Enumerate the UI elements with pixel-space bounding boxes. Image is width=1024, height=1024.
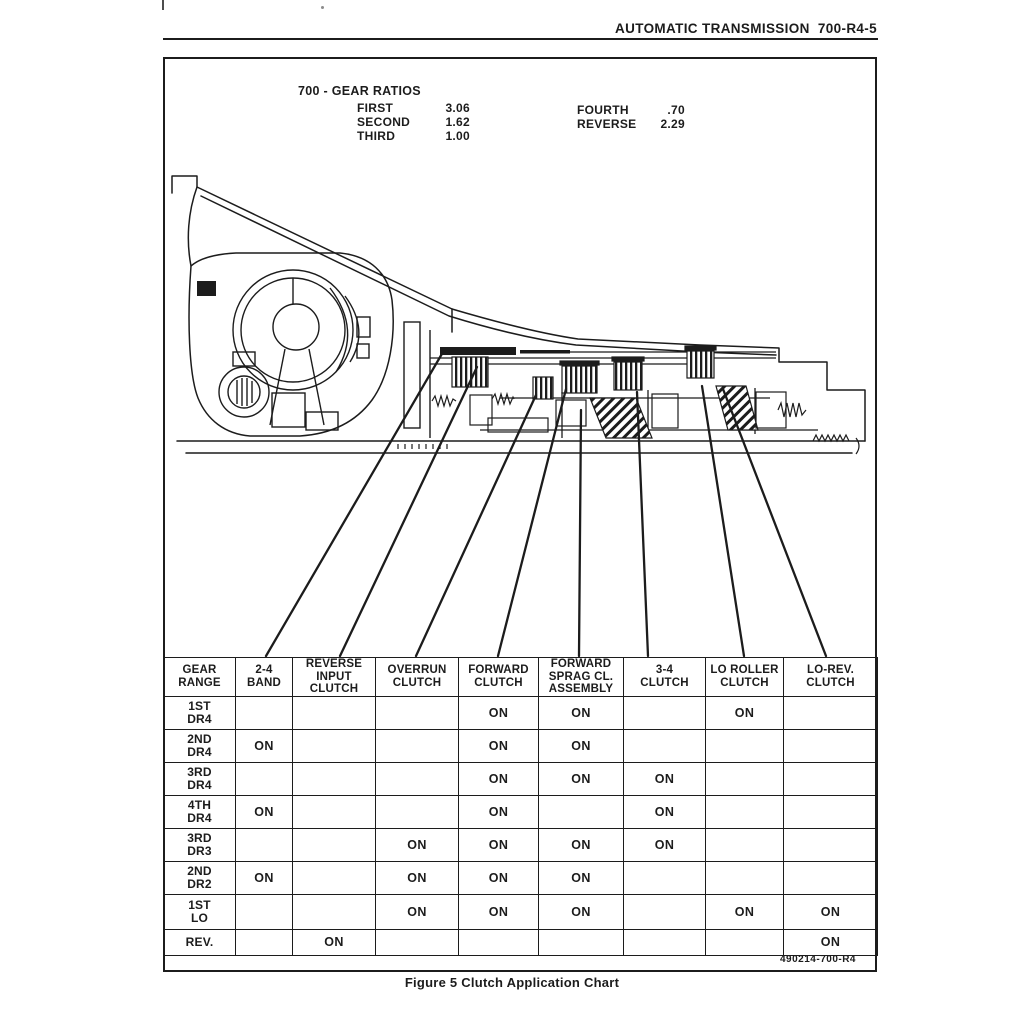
gear-ratio-value: 1.00 — [445, 129, 470, 143]
empty-cell — [784, 861, 878, 894]
on-cell: ON — [624, 828, 706, 861]
on-cell: ON — [784, 894, 878, 929]
empty-cell — [624, 861, 706, 894]
empty-cell — [293, 795, 376, 828]
empty-cell — [539, 929, 624, 955]
column-header: 3-4 CLUTCH — [624, 658, 706, 697]
gear-ratio-row — [357, 101, 470, 115]
gear-ratio-label: FOURTH — [577, 103, 629, 117]
empty-cell — [376, 696, 459, 729]
empty-cell — [293, 729, 376, 762]
empty-cell — [706, 828, 784, 861]
empty-cell — [376, 762, 459, 795]
empty-cell — [376, 795, 459, 828]
on-cell: ON — [706, 894, 784, 929]
column-header: LO-REV. CLUTCH — [784, 658, 878, 697]
empty-cell — [459, 929, 539, 955]
empty-cell — [624, 894, 706, 929]
empty-cell — [706, 729, 784, 762]
empty-cell — [784, 762, 878, 795]
gear-range-cell: 1ST LO — [164, 894, 236, 929]
on-cell: ON — [459, 795, 539, 828]
gear-ratio-value: 2.29 — [660, 117, 685, 131]
column-header: LO ROLLER CLUTCH — [706, 658, 784, 697]
column-header: OVERRUN CLUTCH — [376, 658, 459, 697]
gear-ratio-row — [357, 129, 470, 143]
empty-cell — [236, 929, 293, 955]
page-title: AUTOMATIC TRANSMISSION 700-R4-5 — [615, 21, 877, 36]
table-row — [164, 894, 878, 929]
empty-cell — [784, 828, 878, 861]
gear-ratios-left-column — [357, 101, 470, 143]
empty-cell — [706, 861, 784, 894]
empty-cell — [784, 795, 878, 828]
empty-cell — [293, 696, 376, 729]
gear-ratio-label: REVERSE — [577, 117, 637, 131]
empty-cell — [236, 762, 293, 795]
empty-cell — [236, 894, 293, 929]
column-header-gear-range: GEAR RANGE — [164, 658, 236, 697]
gear-range-cell: 2ND DR2 — [164, 861, 236, 894]
on-cell: ON — [459, 729, 539, 762]
on-cell: ON — [293, 929, 376, 955]
clutch-table — [163, 657, 878, 956]
on-cell: ON — [539, 861, 624, 894]
on-cell: ON — [376, 861, 459, 894]
table-row — [164, 929, 878, 955]
empty-cell — [624, 929, 706, 955]
empty-cell — [293, 894, 376, 929]
on-cell: ON — [459, 894, 539, 929]
on-cell: ON — [459, 861, 539, 894]
on-cell: ON — [539, 828, 624, 861]
empty-cell — [376, 729, 459, 762]
part-number: 490214-700-R4 — [780, 954, 856, 965]
gear-range-cell: 1ST DR4 — [164, 696, 236, 729]
gear-range-cell: 3RD DR3 — [164, 828, 236, 861]
empty-cell — [706, 929, 784, 955]
gear-ratios-title: 700 - GEAR RATIOS — [298, 84, 421, 98]
on-cell: ON — [539, 696, 624, 729]
empty-cell — [784, 729, 878, 762]
column-header: FORWARD SPRAG CL. ASSEMBLY — [539, 658, 624, 697]
on-cell: ON — [706, 696, 784, 729]
gear-ratio-label: SECOND — [357, 115, 411, 129]
gear-ratios-right-column — [577, 103, 685, 131]
table-row — [164, 795, 878, 828]
on-cell: ON — [236, 861, 293, 894]
scan-mark — [162, 0, 164, 10]
empty-cell — [236, 696, 293, 729]
on-cell: ON — [784, 929, 878, 955]
gear-range-cell: 4TH DR4 — [164, 795, 236, 828]
empty-cell — [293, 762, 376, 795]
on-cell: ON — [624, 795, 706, 828]
on-cell: ON — [539, 894, 624, 929]
on-cell: ON — [236, 729, 293, 762]
on-cell: ON — [376, 828, 459, 861]
on-cell: ON — [459, 696, 539, 729]
table-row — [164, 861, 878, 894]
empty-cell — [236, 828, 293, 861]
column-header: REVERSE INPUT CLUTCH — [293, 658, 376, 697]
table-row — [164, 696, 878, 729]
empty-cell — [624, 696, 706, 729]
table-row — [164, 762, 878, 795]
empty-cell — [539, 795, 624, 828]
on-cell: ON — [624, 762, 706, 795]
gear-range-cell: REV. — [164, 929, 236, 955]
gear-ratio-value: .70 — [667, 103, 685, 117]
gear-ratio-row — [577, 103, 685, 117]
on-cell: ON — [539, 729, 624, 762]
header-rule — [163, 38, 878, 40]
table-row — [164, 828, 878, 861]
empty-cell — [624, 729, 706, 762]
on-cell: ON — [539, 762, 624, 795]
gear-range-cell: 3RD DR4 — [164, 762, 236, 795]
figure-caption: Figure 5 Clutch Application Chart — [404, 975, 620, 990]
gear-ratio-label: THIRD — [357, 129, 396, 143]
gear-ratio-row — [357, 115, 470, 129]
column-header: 2-4 BAND — [236, 658, 293, 697]
gear-ratio-row — [577, 117, 685, 131]
empty-cell — [706, 795, 784, 828]
empty-cell — [784, 696, 878, 729]
gear-ratio-value: 3.06 — [445, 101, 470, 115]
empty-cell — [706, 762, 784, 795]
table-row — [164, 729, 878, 762]
on-cell: ON — [459, 828, 539, 861]
on-cell: ON — [236, 795, 293, 828]
empty-cell — [376, 929, 459, 955]
gear-ratio-label: FIRST — [357, 101, 394, 115]
on-cell: ON — [376, 894, 459, 929]
empty-cell — [293, 861, 376, 894]
scan-mark-dot — [321, 6, 324, 9]
column-header: FORWARD CLUTCH — [459, 658, 539, 697]
on-cell: ON — [459, 762, 539, 795]
empty-cell — [293, 828, 376, 861]
gear-range-cell: 2ND DR4 — [164, 729, 236, 762]
gear-ratio-value: 1.62 — [445, 115, 470, 129]
